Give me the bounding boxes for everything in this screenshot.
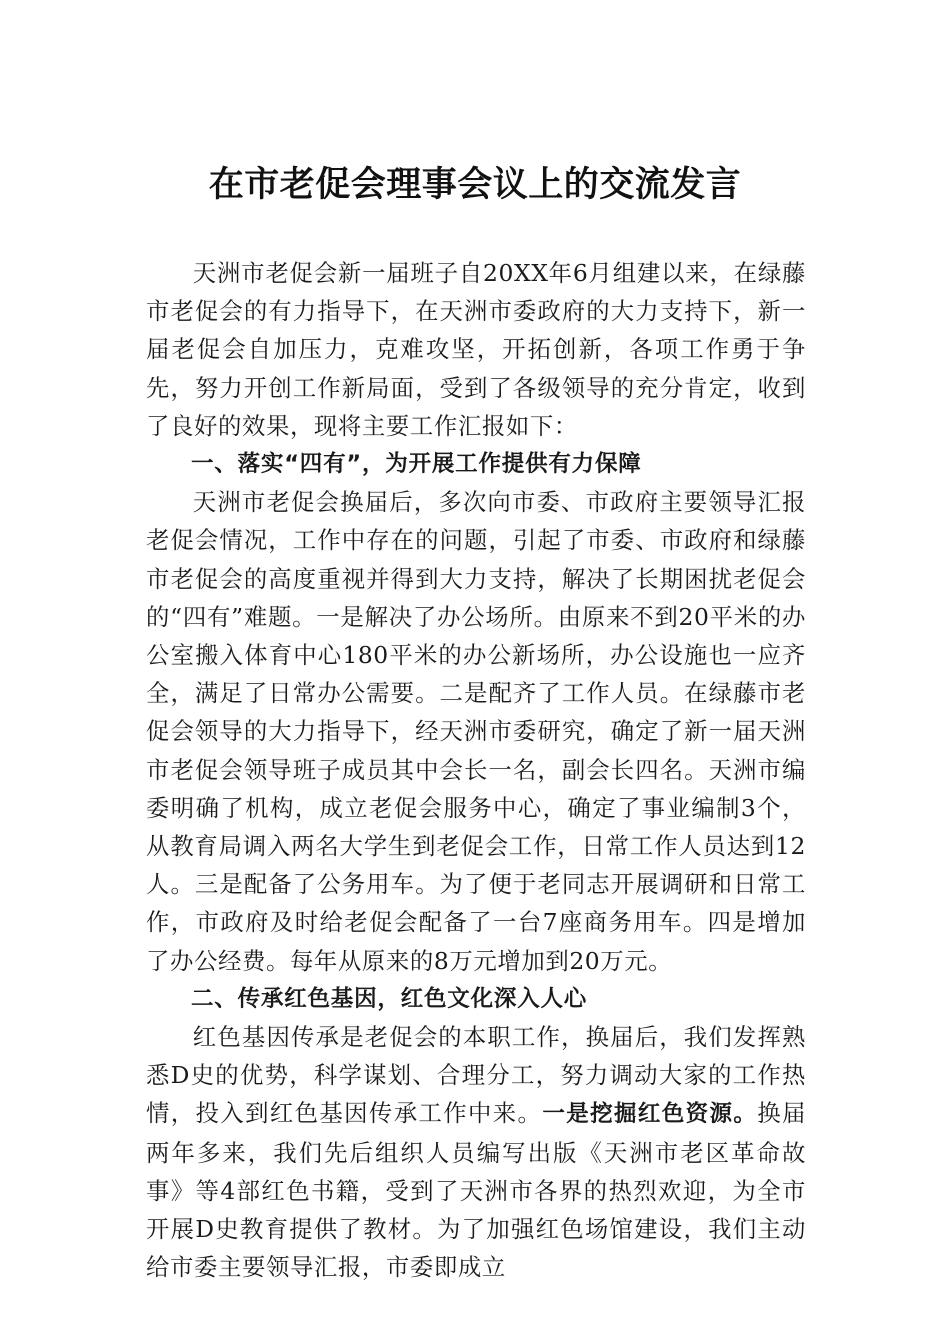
section-2-emphasis: 一是挖掘红色资源。 <box>542 1101 758 1128</box>
section-2-text-end: 换届两年多来，我们先后组织人员编写出版《天洲市老区革命故事》等4部红色书籍，受到了天洲市各界的热烈欢迎，为全市开展D史教育提供了教材。为了加强红色场馆建设，我们主动给市委主要领导汇报，市委即成立 <box>146 1099 806 1282</box>
section-1-heading: 一、落实“四有”，为开展工作提供有力保障 <box>191 451 642 478</box>
section-2-heading: 二、传承红色基因，红色文化深入人心 <box>191 985 588 1012</box>
section-2-paragraph <box>146 1018 806 1286</box>
intro-paragraph: 天洲市老促会新一届班子自20XX年6月组建以来，在绿藤市老促会的有力指导下，在天洲市委政府的大力支持下，新一届老促会自加压力，克难攻坚，开拓创新，各项工作勇于争先，努力开创工作新局面，受到了各级领导的充分肯定，收到了良好的效果，现将主要工作汇报如下： <box>146 259 806 440</box>
document-body <box>146 254 806 1286</box>
document-title: 在市老促会理事会议上的交流发言 <box>208 164 742 205</box>
section-2-text-start: 红色基因传承是老促会的本职工作，换届后，我们发挥熟悉D史的优势，科学谋划、合理分工，努力调动大家的工作热情，投入到红色基因传承工作中来。 <box>146 1023 806 1128</box>
section-1-paragraph: 天洲市老促会换届后，多次向市委、市政府主要领导汇报老促会情况，工作中存在的问题，引起了市委、市政府和绿藤市老促会的高度重视并得到大力支持，解决了长期困扰老促会的“四有”难题。一是解决了办公场所。由原来不到20平米的办公室搬入体育中心180平米的办公新场所，办公设施也一应齐全，满足了日常办公需要。二是配齐了工作人员。在绿藤市老促会领导的大力指导下，经天洲市委研究，确定了新一届天洲市老促会领导班子成员其中会长一名，副会长四名。天洲市编委明确了机构，成立老促会服务中心，确定了事业编制3个，从教育局调入两名大学生到老促会工作，日常工作人员达到12人。三是配备了公务用车。为了便于老同志开展调研和日常工作，市政府及时给老促会配备了一台7座商务用车。四是增加了办公经费。每年从原来的8万元增加到20万元。 <box>146 488 806 975</box>
